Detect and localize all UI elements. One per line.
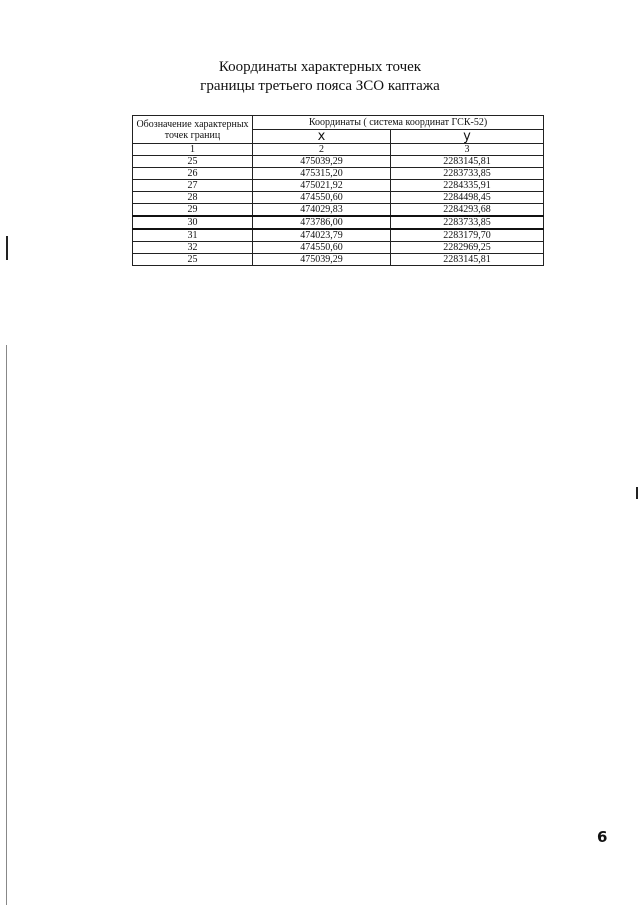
point-id: 27 — [133, 180, 253, 192]
scan-edge-line — [6, 345, 7, 905]
table-row — [133, 242, 544, 254]
column-number-3: 3 — [391, 144, 544, 156]
y-value: 2283179,70 — [391, 229, 544, 242]
point-id: 26 — [133, 168, 253, 180]
point-id: 25 — [133, 254, 253, 266]
y-value: 2283145,81 — [391, 156, 544, 168]
table-row — [133, 168, 544, 180]
x-value: 474029,83 — [253, 204, 391, 217]
table-header-row — [133, 116, 544, 130]
title-line-1: Координаты характерных точек — [218, 59, 422, 75]
y-value: 2282969,25 — [391, 242, 544, 254]
table-row — [133, 254, 544, 266]
column-number-2: 2 — [253, 144, 391, 156]
header-coordinate-system: Координаты ( система координат ГСК-52) — [253, 116, 544, 130]
table-row — [133, 204, 544, 217]
scan-edge-mark — [636, 487, 638, 499]
x-value: 475039,29 — [253, 254, 391, 266]
table-row — [133, 180, 544, 192]
scan-edge-mark — [6, 236, 8, 260]
point-id: 30 — [133, 216, 253, 229]
table-row — [133, 192, 544, 204]
x-value: 473786,00 — [253, 216, 391, 229]
column-number-row — [133, 144, 544, 156]
x-value: 475315,20 — [253, 168, 391, 180]
x-value: 474550,60 — [253, 242, 391, 254]
y-value: 2284293,68 — [391, 204, 544, 217]
y-value: 2283733,85 — [391, 168, 544, 180]
x-value: 474023,79 — [253, 229, 391, 242]
page-number: 6 — [597, 828, 608, 846]
x-value: 475039,29 — [253, 156, 391, 168]
point-id: 32 — [133, 242, 253, 254]
header-designation: Обозначение характерных точек границ — [133, 116, 253, 144]
y-value: 2283145,81 — [391, 254, 544, 266]
point-id: 25 — [133, 156, 253, 168]
y-value: 2284335,91 — [391, 180, 544, 192]
point-id: 28 — [133, 192, 253, 204]
point-id: 31 — [133, 229, 253, 242]
x-value: 475021,92 — [253, 180, 391, 192]
y-value: 2284498,45 — [391, 192, 544, 204]
title-line-2: границы третьего пояса ЗСО каптажа — [200, 78, 440, 94]
coordinates-table — [132, 115, 544, 266]
table-row — [133, 216, 544, 229]
table-row — [133, 156, 544, 168]
header-y: у — [391, 130, 544, 144]
header-x: х — [253, 130, 391, 144]
x-value: 474550,60 — [253, 192, 391, 204]
y-value: 2283733,85 — [391, 216, 544, 229]
point-id: 29 — [133, 204, 253, 217]
table-row — [133, 229, 544, 242]
column-number-1: 1 — [133, 144, 253, 156]
